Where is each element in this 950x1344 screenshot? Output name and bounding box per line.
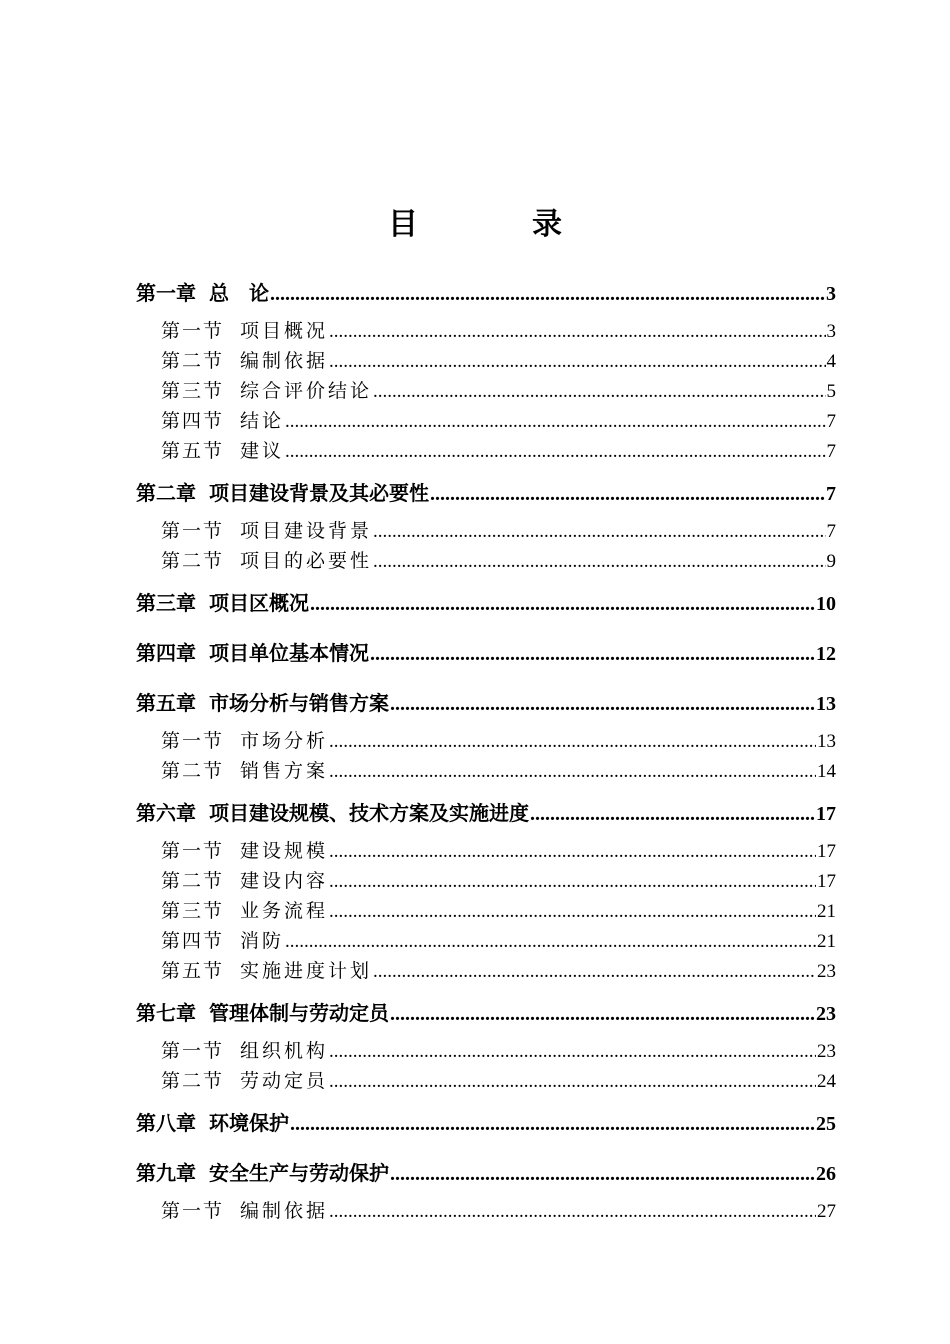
- page-number: 3: [826, 321, 836, 342]
- chapter-number: 第六章: [136, 801, 196, 825]
- section-title: 综合评价结论: [240, 380, 373, 402]
- chapter-title: 安全生产与劳动保护: [209, 1161, 389, 1185]
- page-number: 7: [826, 441, 836, 462]
- section-title: 项目建设背景: [240, 520, 373, 542]
- toc-chapter-entry[interactable]: [136, 638, 836, 668]
- dot-leader: [329, 897, 816, 927]
- section-number: 第一节: [161, 840, 225, 862]
- page-number: 27: [817, 1201, 836, 1222]
- page-number: 17: [816, 803, 836, 825]
- page-number: 5: [826, 381, 836, 402]
- page-number: 9: [826, 551, 836, 572]
- dot-leader: [373, 547, 825, 577]
- section-title: 编制依据: [240, 350, 329, 372]
- chapter-number: 第八章: [136, 1111, 196, 1135]
- chapter-title: 总 论: [209, 281, 269, 305]
- section-title: 实施进度计划: [240, 960, 373, 982]
- page-number: 17: [817, 871, 836, 892]
- section-number: 第二节: [161, 550, 225, 572]
- dot-leader: [329, 1067, 816, 1097]
- section-number: 第五节: [161, 440, 225, 462]
- section-title: 结论: [240, 410, 285, 432]
- dot-leader: [310, 589, 815, 619]
- toc-section-entry[interactable]: [161, 1196, 836, 1226]
- page-number: 17: [817, 841, 836, 862]
- dot-leader: [285, 927, 816, 957]
- dot-leader: [329, 1197, 816, 1227]
- page-number: 13: [816, 693, 836, 715]
- section-number: 第一节: [161, 520, 225, 542]
- toc-chapter-entry[interactable]: [136, 588, 836, 618]
- dot-leader: [430, 479, 825, 509]
- section-title: 销售方案: [240, 760, 329, 782]
- toc-section-entry[interactable]: [161, 436, 836, 466]
- toc-chapter-entry[interactable]: [136, 478, 836, 508]
- page-number: 13: [817, 731, 836, 752]
- chapter-title: 项目单位基本情况: [209, 641, 369, 665]
- dot-leader: [390, 1159, 815, 1189]
- page-number: 4: [826, 351, 836, 372]
- section-title: 组织机构: [240, 1040, 329, 1062]
- chapter-number: 第三章: [136, 591, 196, 615]
- toc-section-entry[interactable]: [161, 926, 836, 956]
- page-number: 7: [826, 483, 836, 505]
- page-number: 14: [817, 761, 836, 782]
- chapter-title: 项目建设背景及其必要性: [209, 481, 429, 505]
- chapter-title: 管理体制与劳动定员: [209, 1001, 389, 1025]
- page-number: 12: [816, 643, 836, 665]
- toc-section-entry[interactable]: [161, 896, 836, 926]
- toc-section-entry[interactable]: [161, 406, 836, 436]
- page-number: 7: [826, 411, 836, 432]
- section-number: 第二节: [161, 870, 225, 892]
- section-number: 第三节: [161, 380, 225, 402]
- dot-leader: [285, 437, 825, 467]
- section-title: 项目概况: [240, 320, 329, 342]
- section-title: 项目的必要性: [240, 550, 373, 572]
- chapter-number: 第四章: [136, 641, 196, 665]
- toc-chapter-entry[interactable]: [136, 798, 836, 828]
- toc-section-entry[interactable]: [161, 1066, 836, 1096]
- toc-chapter-entry[interactable]: [136, 688, 836, 718]
- chapter-number: 第九章: [136, 1161, 196, 1185]
- chapter-number: 第七章: [136, 1001, 196, 1025]
- dot-leader: [373, 377, 825, 407]
- dot-leader: [329, 727, 816, 757]
- toc-section-entry[interactable]: [161, 376, 836, 406]
- page-number: 23: [817, 961, 836, 982]
- toc-chapter-entry[interactable]: [136, 1158, 836, 1188]
- page-number: 7: [826, 521, 836, 542]
- dot-leader: [390, 999, 815, 1029]
- page-number: 10: [816, 593, 836, 615]
- toc-chapter-entry[interactable]: [136, 998, 836, 1028]
- dot-leader: [329, 317, 825, 347]
- page-number: 25: [816, 1113, 836, 1135]
- toc-section-entry[interactable]: [161, 956, 836, 986]
- toc-chapter-entry[interactable]: [136, 1108, 836, 1138]
- section-title: 建设规模: [240, 840, 329, 862]
- section-number: 第二节: [161, 350, 225, 372]
- toc-section-entry[interactable]: [161, 1036, 836, 1066]
- section-number: 第四节: [161, 410, 225, 432]
- toc-section-entry[interactable]: [161, 516, 836, 546]
- toc-section-entry[interactable]: [161, 866, 836, 896]
- section-number: 第一节: [161, 730, 225, 752]
- section-number: 第二节: [161, 1070, 225, 1092]
- chapter-title: 市场分析与销售方案: [209, 691, 389, 715]
- page-number: 21: [817, 901, 836, 922]
- page-number: 23: [816, 1003, 836, 1025]
- section-title: 建议: [240, 440, 285, 462]
- toc-section-entry[interactable]: [161, 316, 836, 346]
- dot-leader: [329, 347, 825, 377]
- section-number: 第四节: [161, 930, 225, 952]
- section-title: 建设内容: [240, 870, 329, 892]
- chapter-title: 项目建设规模、技术方案及实施进度: [209, 801, 529, 825]
- dot-leader: [270, 279, 825, 309]
- dot-leader: [290, 1109, 815, 1139]
- toc-section-entry[interactable]: [161, 346, 836, 376]
- toc-section-entry[interactable]: [161, 836, 836, 866]
- section-number: 第一节: [161, 320, 225, 342]
- page-number: 26: [816, 1163, 836, 1185]
- page-number: 24: [817, 1071, 836, 1092]
- dot-leader: [373, 957, 816, 987]
- chapter-title: 环境保护: [209, 1111, 289, 1135]
- dot-leader: [373, 517, 825, 547]
- section-number: 第五节: [161, 960, 225, 982]
- chapter-number: 第五章: [136, 691, 196, 715]
- dot-leader: [530, 799, 815, 829]
- section-number: 第二节: [161, 760, 225, 782]
- toc-section-entry[interactable]: [161, 726, 836, 756]
- dot-leader: [329, 1037, 816, 1067]
- dot-leader: [285, 407, 825, 437]
- section-title: 业务流程: [240, 900, 329, 922]
- page-number: 23: [817, 1041, 836, 1062]
- toc-section-entry[interactable]: [161, 756, 836, 786]
- section-number: 第三节: [161, 900, 225, 922]
- section-title: 消防: [240, 930, 285, 952]
- dot-leader: [390, 689, 815, 719]
- section-number: 第一节: [161, 1200, 225, 1222]
- page-number: 3: [826, 283, 836, 305]
- dot-leader: [329, 757, 816, 787]
- dot-leader: [329, 837, 816, 867]
- section-title: 市场分析: [240, 730, 329, 752]
- dot-leader: [370, 639, 815, 669]
- section-title: 劳动定员: [240, 1070, 329, 1092]
- chapter-number: 第一章: [136, 281, 196, 305]
- section-number: 第一节: [161, 1040, 225, 1062]
- page-number: 21: [817, 931, 836, 952]
- chapter-title: 项目区概况: [209, 591, 309, 615]
- toc-chapter-entry[interactable]: [136, 278, 836, 308]
- dot-leader: [329, 867, 816, 897]
- chapter-number: 第二章: [136, 481, 196, 505]
- toc-section-entry[interactable]: [161, 546, 836, 576]
- toc-title: 目 录: [388, 207, 604, 242]
- section-title: 编制依据: [240, 1200, 329, 1222]
